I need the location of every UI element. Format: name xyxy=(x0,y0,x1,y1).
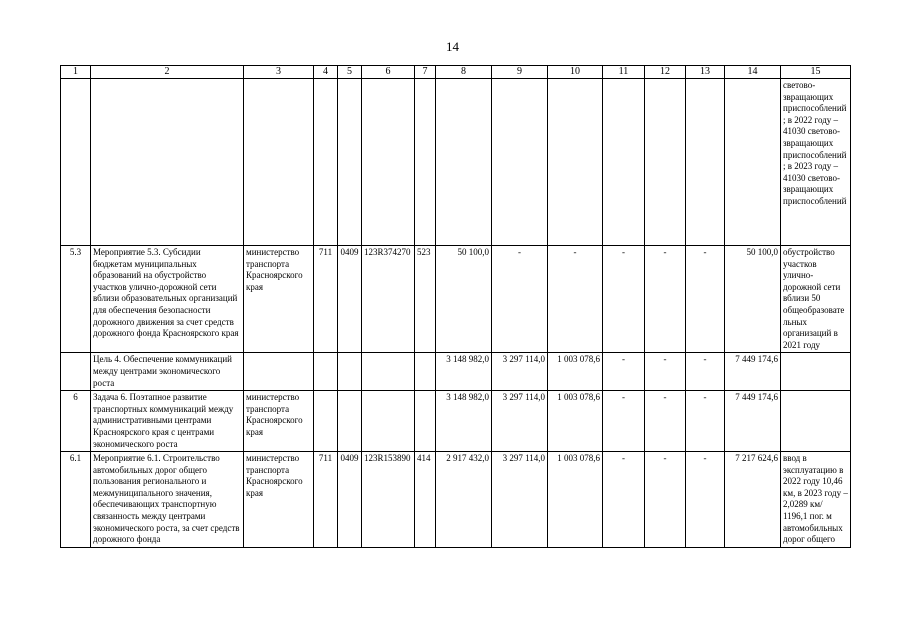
cell-number: 5.3 xyxy=(61,246,91,353)
cell-amount: - xyxy=(686,246,725,353)
col-header: 4 xyxy=(314,66,338,79)
cell-amount: - xyxy=(686,353,725,391)
cell-result xyxy=(781,353,851,391)
col-header: 2 xyxy=(91,66,244,79)
col-header: 10 xyxy=(548,66,603,79)
col-header: 9 xyxy=(492,66,548,79)
cell-csr: 123R153890 xyxy=(362,452,415,548)
col-header: 7 xyxy=(415,66,436,79)
cell-name: Мероприятие 6.1. Строительство автомобильных дорог общего пользования регионального и межмуниципального значения, обеспечивающих транспортную связанность между центрами экономического роста, за счет средств дорожного фонда xyxy=(91,452,244,548)
cell-total: 7 449 174,6 xyxy=(725,353,781,391)
cell-total xyxy=(725,79,781,246)
cell-result xyxy=(781,391,851,452)
cell-rzpr: 0409 xyxy=(338,452,362,548)
cell-amount xyxy=(645,79,686,246)
cell-name xyxy=(91,79,244,246)
table-row xyxy=(61,246,851,353)
cell-vr: 414 xyxy=(415,452,436,548)
cell-number xyxy=(61,79,91,246)
col-header: 1 xyxy=(61,66,91,79)
cell-executor: министерство транспорта Красноярского края xyxy=(244,452,314,548)
program-table xyxy=(60,65,851,548)
cell-amount: - xyxy=(686,391,725,452)
cell-grbs xyxy=(314,79,338,246)
cell-amount: - xyxy=(548,246,603,353)
cell-amount: 3 297 114,0 xyxy=(492,353,548,391)
cell-csr xyxy=(362,391,415,452)
table-row xyxy=(61,353,851,391)
cell-name: Мероприятие 5.3. Субсидии бюджетам муниципальных образований на обустройство участков улично-дорожной сети вблизи образовательных организаций для обеспечения безопасности дорожного движения за счет средств дорожного фонда Красноярского края xyxy=(91,246,244,353)
cell-vr: 523 xyxy=(415,246,436,353)
col-header: 5 xyxy=(338,66,362,79)
cell-vr xyxy=(415,79,436,246)
cell-amount xyxy=(492,79,548,246)
col-header: 6 xyxy=(362,66,415,79)
cell-amount: - xyxy=(645,246,686,353)
cell-vr xyxy=(415,353,436,391)
col-header: 15 xyxy=(781,66,851,79)
cell-amount: 2 917 432,0 xyxy=(436,452,492,548)
cell-amount xyxy=(603,79,645,246)
cell-amount: - xyxy=(645,452,686,548)
cell-amount: 1 003 078,6 xyxy=(548,353,603,391)
cell-result: обустройство участков улично-дорожной сети вблизи 50 общеобразовательных организаций в 2021 году xyxy=(781,246,851,353)
cell-amount: 3 148 982,0 xyxy=(436,391,492,452)
cell-total: 50 100,0 xyxy=(725,246,781,353)
col-header: 11 xyxy=(603,66,645,79)
cell-amount: - xyxy=(603,452,645,548)
page-number: 14 xyxy=(446,39,459,54)
cell-csr: 123R374270 xyxy=(362,246,415,353)
cell-rzpr xyxy=(338,79,362,246)
cell-number: 6.1 xyxy=(61,452,91,548)
cell-name: Цель 4. Обеспечение коммуникаций между центрами экономического роста xyxy=(91,353,244,391)
cell-grbs: 711 xyxy=(314,452,338,548)
cell-amount xyxy=(436,79,492,246)
cell-rzpr: 0409 xyxy=(338,246,362,353)
cell-grbs: 711 xyxy=(314,246,338,353)
cell-number xyxy=(61,353,91,391)
cell-grbs xyxy=(314,391,338,452)
cell-executor: министерство транспорта Красноярского края xyxy=(244,391,314,452)
cell-csr xyxy=(362,79,415,246)
cell-name: Задача 6. Поэтапное развитие транспортных коммуникаций между административными центрами Красноярского края с центрами экономического роста xyxy=(91,391,244,452)
col-header: 8 xyxy=(436,66,492,79)
cell-amount: 1 003 078,6 xyxy=(548,452,603,548)
cell-amount: 1 003 078,6 xyxy=(548,391,603,452)
cell-rzpr xyxy=(338,353,362,391)
cell-amount: - xyxy=(603,391,645,452)
cell-number: 6 xyxy=(61,391,91,452)
table-row xyxy=(61,452,851,548)
cell-executor xyxy=(244,353,314,391)
cell-result: световозвращающих приспособлений; в 2022 году – 41030 световозвращающих приспособлений; в 2023 году – 41030 световозвращающих приспособлений xyxy=(781,79,851,246)
cell-amount: - xyxy=(686,452,725,548)
cell-amount: 3 297 114,0 xyxy=(492,391,548,452)
cell-amount: - xyxy=(603,353,645,391)
cell-amount xyxy=(686,79,725,246)
cell-amount xyxy=(548,79,603,246)
cell-total: 7 217 624,6 xyxy=(725,452,781,548)
table-row xyxy=(61,391,851,452)
cell-grbs xyxy=(314,353,338,391)
cell-csr xyxy=(362,353,415,391)
col-header: 12 xyxy=(645,66,686,79)
col-header: 13 xyxy=(686,66,725,79)
cell-result: ввод в эксплуатацию в 2022 году 10,46 км, в 2023 году – 2,0289 км/ 1196,1 пог. м автомобильных дорог общего xyxy=(781,452,851,548)
header-row xyxy=(61,66,851,79)
cell-amount: - xyxy=(645,353,686,391)
cell-amount: - xyxy=(645,391,686,452)
cell-amount: - xyxy=(492,246,548,353)
cell-executor xyxy=(244,79,314,246)
cell-amount: 3 297 114,0 xyxy=(492,452,548,548)
cell-vr xyxy=(415,391,436,452)
cell-amount: 3 148 982,0 xyxy=(436,353,492,391)
col-header: 3 xyxy=(244,66,314,79)
cell-rzpr xyxy=(338,391,362,452)
cell-amount: 50 100,0 xyxy=(436,246,492,353)
table-row xyxy=(61,79,851,246)
cell-amount: - xyxy=(603,246,645,353)
cell-total: 7 449 174,6 xyxy=(725,391,781,452)
col-header: 14 xyxy=(725,66,781,79)
cell-executor: министерство транспорта Красноярского края xyxy=(244,246,314,353)
